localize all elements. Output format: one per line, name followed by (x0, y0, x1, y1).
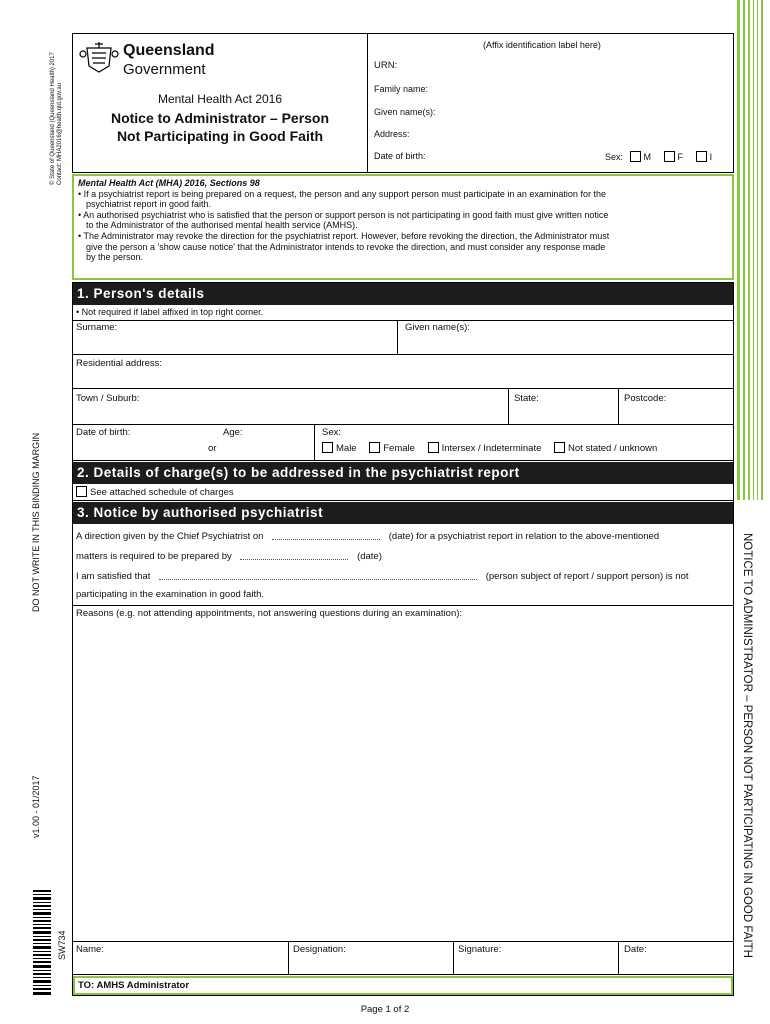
female-checkbox[interactable] (369, 442, 380, 453)
name-field[interactable] (73, 942, 289, 974)
page-number: Page 1 of 2 (360, 1004, 410, 1015)
notice-line-1 (76, 530, 659, 542)
direction-date-input[interactable] (272, 530, 380, 540)
signature-row (73, 942, 733, 975)
age-label: Age: (223, 427, 243, 438)
info-bullet-2: • An authorised psychiatrist who is satisfied that the person or support person is not participating in good faith must give written notice (78, 209, 609, 220)
dob-sex-row (73, 425, 733, 461)
identification-label-box (367, 33, 734, 173)
section-3-header: 3. Notice by authorised psychiatrist (73, 502, 733, 524)
dob-label: Date of birth: (374, 151, 426, 161)
section-1-note: • Not required if label affixed in top right corner. (76, 307, 264, 317)
postcode-label: Postcode: (624, 393, 667, 404)
residential-address-row[interactable] (73, 355, 733, 389)
legislation-info-box (72, 174, 734, 280)
date-label: Date: (624, 944, 647, 955)
surname-row (73, 321, 733, 355)
notice-line-3b: (person subject of report / support person) is not (485, 571, 689, 582)
sex-f-label: F (677, 152, 684, 162)
attached-schedule-checkbox[interactable] (76, 486, 87, 497)
state-label: State: (514, 393, 539, 404)
reasons-label: Reasons (e.g. not attending appointments, not answering questions during an examination): (76, 608, 463, 619)
sex-label: Sex: (605, 152, 624, 162)
attached-schedule-label: See attached schedule of charges (90, 487, 234, 498)
not-stated-checkbox[interactable] (554, 442, 565, 453)
form-body (72, 282, 734, 996)
sex-label-s1: Sex: (322, 427, 342, 438)
or-label: or (208, 443, 217, 454)
info-bullet-3-cont2: by the person. (86, 252, 144, 263)
info-bullet-2-cont: to the Administrator of the authorised mental health service (AMHS). (86, 220, 358, 231)
signature-field[interactable] (454, 942, 619, 974)
info-bullet-1: • If a psychiatrist report is being prepared on a request, the person and any support person must participate in an examination for the (78, 188, 606, 199)
intersex-label: Intersex / Indeterminate (441, 443, 542, 454)
reasons-field[interactable] (73, 606, 733, 942)
town-field[interactable] (73, 389, 509, 424)
sex-m-checkbox[interactable] (630, 151, 641, 162)
male-label: Male (336, 443, 357, 454)
info-heading: Mental Health Act (MHA) 2016, Sections 98 (78, 178, 260, 188)
female-label: Female (383, 443, 415, 454)
sex-i-checkbox[interactable] (696, 151, 707, 162)
sex-m-label: M (643, 152, 652, 162)
binding-margin-note: DO NOT WRITE IN THIS BINDING MARGIN (31, 432, 41, 612)
name-label: Name: (76, 944, 104, 955)
surname-label: Surname: (76, 322, 118, 333)
given-names-label: Given name(s): (374, 107, 436, 117)
person-subject-input[interactable] (159, 570, 477, 580)
family-name-label: Family name: (374, 84, 429, 94)
not-stated-label: Not stated / unknown (568, 443, 658, 454)
report-due-date-input[interactable] (240, 550, 348, 560)
dob-label-s1: Date of birth: (76, 427, 131, 438)
signature-label: Signature: (458, 944, 502, 955)
form-title-line2: Not Participating in Good Faith (116, 128, 324, 144)
label-sex-group (605, 151, 712, 162)
label-caption: (Affix identification label here) (483, 40, 601, 50)
notice-line-1a: A direction given by the Chief Psychiatrist on (76, 531, 264, 542)
residential-address-label: Residential address: (76, 358, 163, 369)
notice-line-1b: (date) for a psychiatrist report in relation to the above-mentioned (388, 531, 660, 542)
section-2-header: 2. Details of charge(s) to be addressed in the psychiatrist report (73, 462, 733, 484)
side-title: NOTICE TO ADMINISTRATOR – PERSON NOT PARTICIPATING IN GOOD FAITH (741, 533, 753, 958)
sex-f-checkbox[interactable] (664, 151, 675, 162)
info-bullet-3-cont: give the person a 'show cause notice' that the Administrator intends to revoke the direction, and must consider any response made (86, 241, 606, 252)
urn-label: URN: (374, 60, 398, 71)
logo-text-line2: Government (123, 61, 206, 78)
designation-label: Designation: (293, 944, 346, 955)
form-title-line1: Notice to Administrator – Person (110, 110, 330, 126)
notice-line-4: participating in the examination in good faith. (76, 589, 265, 600)
to-administrator-label: TO: AMHS Administrator (78, 980, 190, 991)
info-bullet-3: • The Administrator may revoke the direction for the psychiatrist report. However, before revoking the direction, the Administrator must (78, 230, 610, 241)
notice-line-2a: matters is required to be prepared by (76, 551, 232, 562)
address-label: Address: (374, 129, 410, 139)
header-title-box (72, 33, 368, 173)
sex-options (322, 442, 657, 454)
town-row (73, 389, 733, 425)
notice-statement-block (73, 524, 733, 606)
sex-i-label: I (709, 152, 713, 162)
intersex-checkbox[interactable] (428, 442, 439, 453)
male-checkbox[interactable] (322, 442, 333, 453)
notice-line-2 (76, 550, 382, 562)
dob-age-field[interactable] (73, 425, 315, 460)
notice-line-2b: (date) (357, 551, 382, 562)
version-label: v1.00 - 01/2017 (31, 775, 41, 838)
section-1-header: 1. Person's details (73, 283, 733, 305)
given-names-label-s1: Given name(s): (405, 322, 470, 333)
surname-field[interactable] (73, 321, 398, 354)
copyright-notice: © State of Queensland (Queensland Health) 2017 Contact: MHA2016@health.qld.gov.au (50, 52, 63, 185)
barcode-image (33, 890, 51, 995)
logo-text-line1: Queensland (123, 42, 215, 59)
to-administrator-bar (73, 976, 733, 995)
act-name: Mental Health Act 2016 (157, 92, 283, 106)
notice-line-3a: I am satisfied that (76, 571, 151, 582)
town-label: Town / Suburb: (76, 393, 140, 404)
designation-field[interactable] (289, 942, 454, 974)
info-bullet-1-cont: psychiatrist report in good faith. (86, 199, 212, 210)
queensland-crest-icon (79, 40, 119, 76)
state-field[interactable] (509, 389, 619, 424)
charges-row (73, 484, 733, 501)
section-1-note-row (73, 305, 733, 321)
notice-line-3 (76, 570, 689, 582)
form-code: SW734 (57, 930, 67, 960)
